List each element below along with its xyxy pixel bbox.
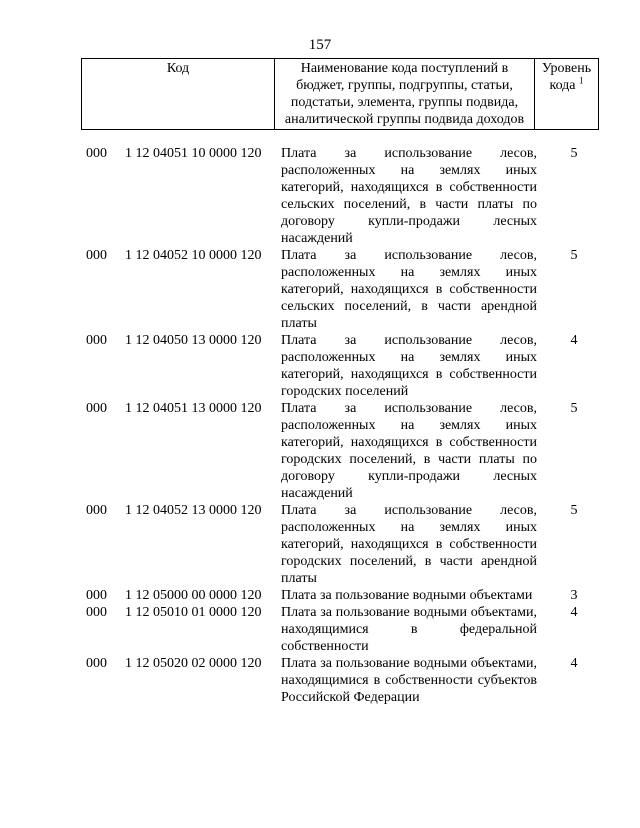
table-header	[81, 58, 599, 130]
revenue-name: Плата за использование лесов, расположенных на землях иных категорий, находящихся в собственности городских поселений, в части платы по договору купли-продажи лесных насаждений	[281, 401, 537, 501]
level-value: 5	[570, 401, 578, 416]
page-number: 157	[308, 37, 332, 53]
level-value: 4	[570, 333, 578, 348]
revenue-name: Плата за использование лесов, расположенных на землях иных категорий, находящихся в собственности сельских поселений, в части платы по договору купли-продажи лесных насаждений	[281, 146, 537, 246]
admin-code: 000	[86, 146, 107, 161]
header-level-label: Уровень кода	[541, 61, 592, 93]
revenue-name: Плата за использование лесов, расположенных на землях иных категорий, находящихся в собственности городских поселений	[281, 333, 537, 399]
level-value: 5	[570, 146, 578, 161]
revenue-code: 1 12 04051 13 0000 120	[125, 401, 262, 416]
header-code: Код	[82, 59, 275, 130]
revenue-code: 1 12 04050 13 0000 120	[125, 333, 262, 348]
table-row	[0, 400, 640, 502]
table-body	[0, 145, 640, 706]
table-row	[0, 604, 640, 655]
level-value: 4	[570, 656, 578, 671]
revenue-code: 1 12 05020 02 0000 120	[125, 656, 262, 671]
table-row	[0, 502, 640, 587]
admin-code: 000	[86, 248, 107, 263]
table-row	[0, 587, 640, 604]
level-value: 3	[570, 588, 578, 603]
revenue-code: 1 12 04052 13 0000 120	[125, 503, 262, 518]
admin-code: 000	[86, 588, 107, 603]
header-name: Наименование кода поступлений в бюджет, группы, подгруппы, статьи, подстатьи, элемента, группы подвида, аналитической группы подвида доходов	[275, 59, 535, 130]
footnote-marker: 1	[579, 75, 584, 86]
admin-code: 000	[86, 333, 107, 348]
admin-code: 000	[86, 605, 107, 620]
level-value: 5	[570, 248, 578, 263]
revenue-name: Плата за пользование водными объектами, находящимися в собственности субъектов Российской Федерации	[281, 656, 537, 705]
revenue-code: 1 12 04052 10 0000 120	[125, 248, 262, 263]
admin-code: 000	[86, 503, 107, 518]
revenue-code: 1 12 04051 10 0000 120	[125, 146, 262, 161]
admin-code: 000	[86, 401, 107, 416]
table-row	[0, 332, 640, 400]
revenue-name: Плата за пользование водными объектами	[281, 588, 533, 603]
revenue-name: Плата за пользование водными объектами, находящимися в федеральной собственности	[281, 605, 537, 654]
header-level	[535, 59, 599, 130]
admin-code: 000	[86, 656, 107, 671]
table-row	[0, 247, 640, 332]
level-value: 5	[570, 503, 578, 518]
revenue-name: Плата за использование лесов, расположенных на землях иных категорий, находящихся в собственности сельских поселений, в части арендной платы	[281, 248, 537, 331]
level-value: 4	[570, 605, 578, 620]
table-row	[0, 145, 640, 247]
revenue-code: 1 12 05010 01 0000 120	[125, 605, 262, 620]
revenue-name: Плата за использование лесов, расположенных на землях иных категорий, находящихся в собственности городских поселений, в части арендной платы	[281, 503, 537, 586]
table-row	[0, 655, 640, 706]
revenue-code: 1 12 05000 00 0000 120	[125, 588, 262, 603]
